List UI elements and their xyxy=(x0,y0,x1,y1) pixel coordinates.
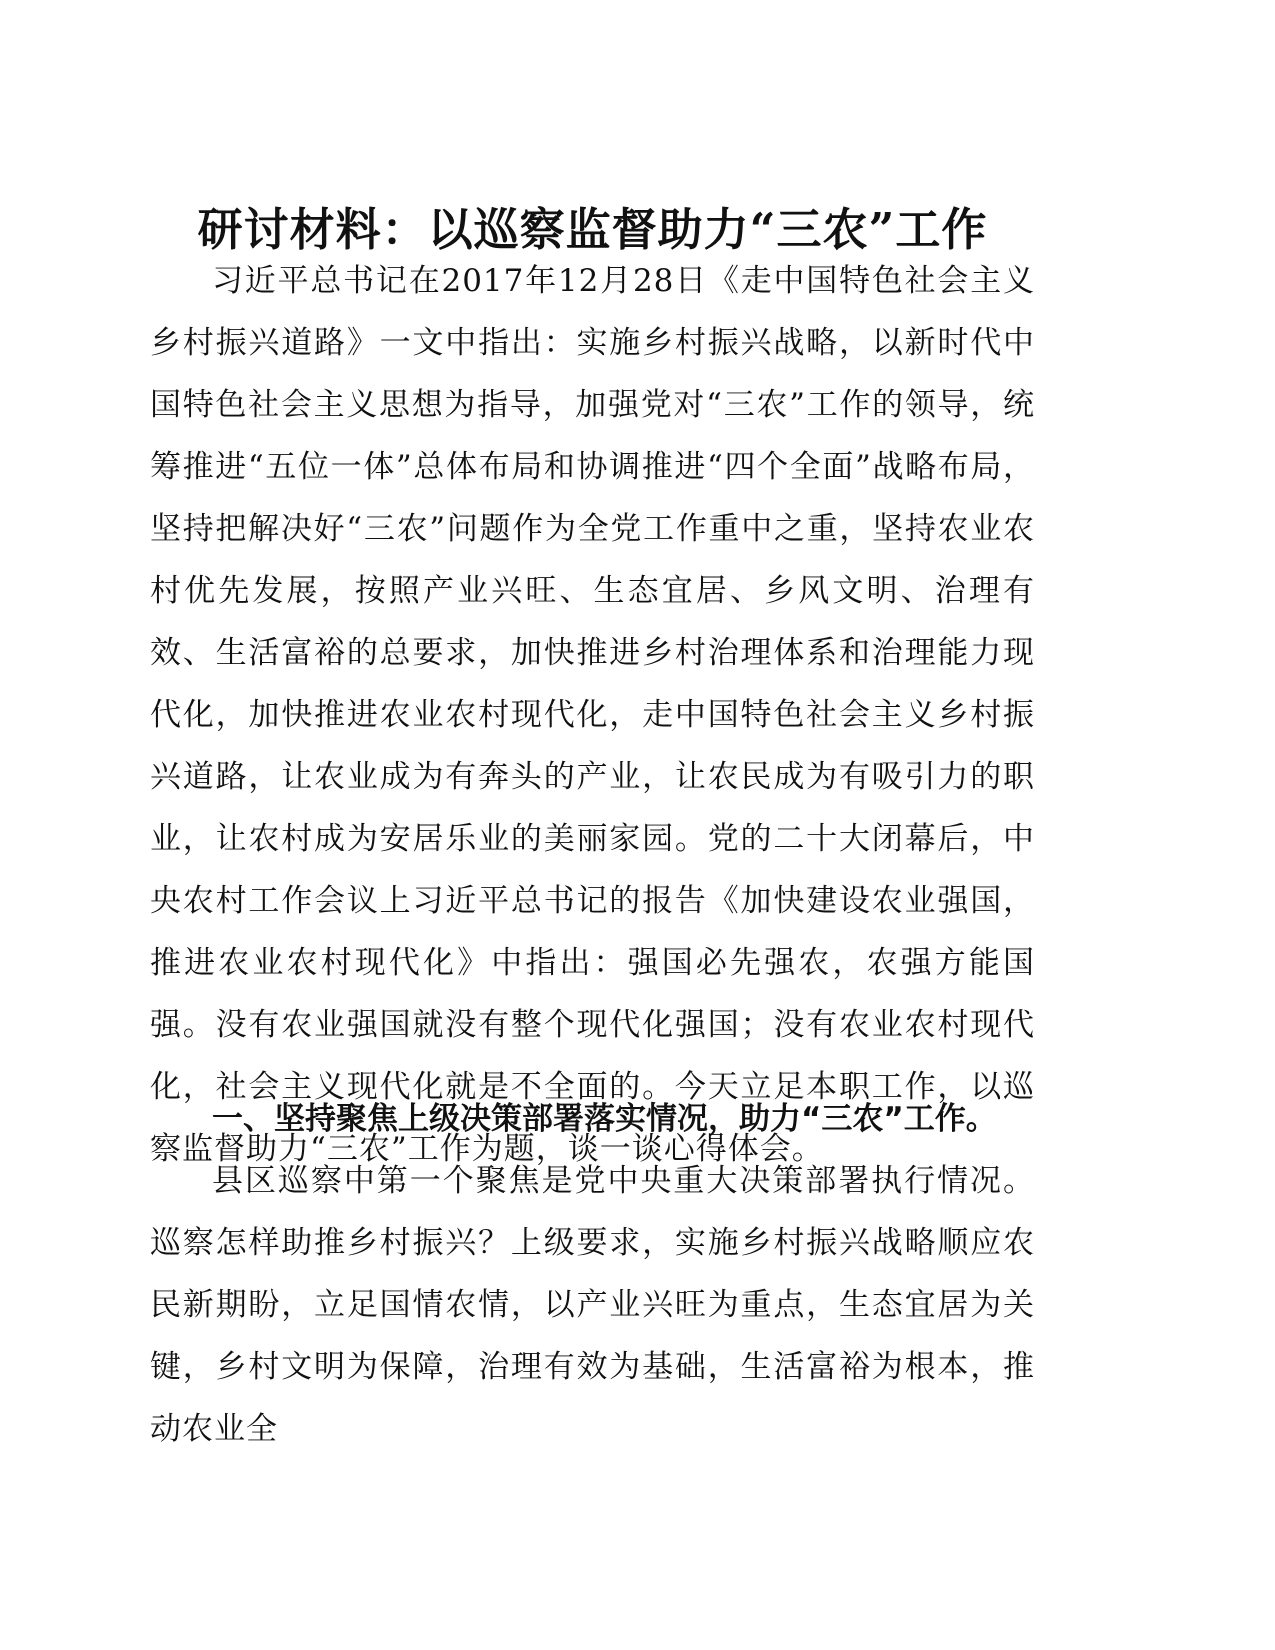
body-paragraph-2: 县区巡察中第一个聚焦是党中央重大决策部署执行情况。巡察怎样助推乡村振兴？上级要求，实施乡村振兴战略顺应农民新期盼，立足国情农情，以产业兴旺为重点，生态宜居为关键，乡村文明为保障，治理有效为基础，生活富裕为根本，推动农业全 xyxy=(150,1163,1035,1447)
document-title: 研讨材料：以巡察监督助力“三农”工作 xyxy=(197,203,988,257)
body-paragraph-1: 习近平总书记在2017年12月28日《走中国特色社会主义乡村振兴道路》一文中指出：实施乡村振兴战略，以新时代中国特色社会主义思想为指导，加强党对“三农”工作的领导，统筹推进“五位一体”总体布局和协调推进“四个全面”战略布局，坚持把解决好“三农”问题作为全党工作重中之重，坚持农业农村优先发展，按照产业兴旺、生态宜居、乡风文明、治理有效、生活富裕的总要求，加快推进乡村治理体系和治理能力现代化，加快推进农业农村现代化，走中国特色社会主义乡村振兴道路，让农业成为有奔头的产业，让农民成为有吸引力的职业，让农村成为安居乐业的美丽家园。党的二十大闭幕后，中央农村工作会议上习近平总书记的报告《加快建设农业强国，推进农业农村现代化》中指出：强国必先强农，农强方能国强。没有农业强国就没有整个现代化强国；没有农业农村现代化，社会主义现代化就是不全面的。今天立足本职工作，以巡察监督助力“三农”工作为题，谈一谈心得体会。 xyxy=(150,263,1035,1167)
section-heading-1: 一、坚持聚焦上级决策部署落实情况，助力“三农”工作。 xyxy=(212,1101,997,1137)
